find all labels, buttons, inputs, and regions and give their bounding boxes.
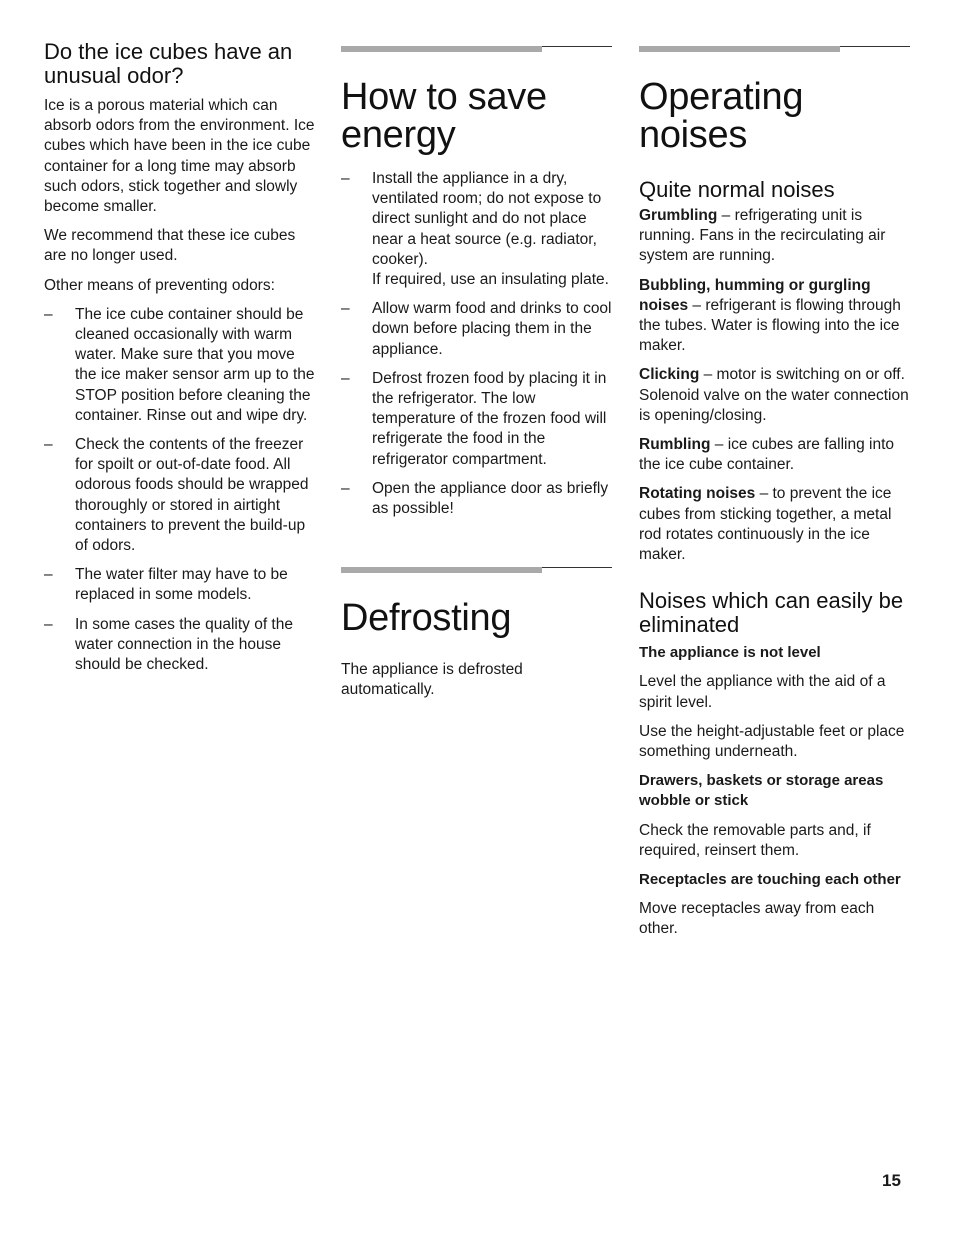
problem-subheading: Drawers, baskets or storage areas wobble or stick bbox=[639, 772, 884, 810]
energy-list-item: – Defrost frozen food by placing it in the refrigerator. The low temperature of the frozen food will refrigerate the food in the refrigerator compartment. bbox=[341, 369, 612, 470]
remedy-text: Level the appliance with the aid of a spirit level. bbox=[639, 673, 886, 711]
problem-subheading: Receptacles are touching each other bbox=[639, 871, 901, 889]
remedy-text: Check the removable parts and, if required, reinsert them. bbox=[639, 821, 871, 859]
problem-subheading: The appliance is not level bbox=[639, 644, 821, 662]
odor-column bbox=[44, 40, 319, 675]
noise-entry bbox=[639, 484, 910, 565]
section-rule bbox=[639, 44, 910, 52]
energy-list-item bbox=[341, 169, 612, 290]
noise-term: Rumbling bbox=[639, 436, 711, 454]
noise-description: – refrigerating unit is running. Fans in the recirculating air system are running. bbox=[639, 207, 886, 265]
noise-entry bbox=[639, 206, 910, 267]
noise-description: – ice cubes are falling into the ice cube container. bbox=[639, 436, 894, 474]
odor-list-item: – The ice cube container should be cleaned occasionally with warm water. Make sure that you move the ice maker sensor arm up to the STOP position before cleaning the container. Rinse out and wipe dry. bbox=[44, 305, 319, 426]
normal-noises-heading: Quite normal noises bbox=[639, 177, 835, 202]
odor-list-item: – The water filter may have to be replaced in some models. bbox=[44, 565, 319, 605]
noise-term: Clicking bbox=[639, 366, 700, 384]
energy-item-1-note: If required, use an insulating plate. bbox=[372, 271, 609, 289]
odor-paragraph-2: We recommend that these ice cubes are no longer used. bbox=[44, 227, 296, 265]
energy-item-1-text: Install the appliance in a dry, ventilated room; do not expose to direct sunlight and do not place near a heat source (e.g. radiator, cooker). bbox=[372, 170, 602, 268]
energy-list-item: – Allow warm food and drinks to cool down before placing them in the appliance. bbox=[341, 299, 612, 360]
noises-column bbox=[639, 44, 910, 940]
page-number: 15 bbox=[882, 1171, 901, 1190]
section-rule bbox=[341, 44, 612, 52]
noise-entry bbox=[639, 435, 910, 475]
energy-list bbox=[341, 169, 612, 519]
odor-list-item: – In some cases the quality of the water connection in the house should be checked. bbox=[44, 615, 319, 676]
noise-term: Bubbling, humming or gurgling noises bbox=[639, 276, 871, 314]
energy-title: How to save energy bbox=[341, 76, 547, 156]
odor-paragraph-3: Other means of preventing odors: bbox=[44, 276, 275, 294]
energy-list-item: – Open the appliance door as briefly as possible! bbox=[341, 479, 612, 519]
noises-title: Operating noises bbox=[639, 76, 804, 156]
energy-column bbox=[341, 44, 612, 701]
defrost-text: The appliance is defrosted automatically. bbox=[341, 661, 523, 699]
noise-entry bbox=[639, 365, 910, 426]
section-rule bbox=[341, 565, 612, 573]
odor-heading: Do the ice cubes have an unusual odor? bbox=[44, 39, 293, 88]
odor-list-item: – Check the contents of the freezer for spoilt or out-of-date food. All odorous foods should be wrapped thoroughly or stored in airtight containers to prevent the build-up of odors. bbox=[44, 435, 319, 556]
remedy-text: Move receptacles away from each other. bbox=[639, 900, 875, 938]
noise-description: – motor is switching on or off. Solenoid valve on the water connection is opening/closing. bbox=[639, 366, 909, 424]
defrost-title: Defrosting bbox=[341, 597, 512, 640]
noise-entry bbox=[639, 276, 910, 357]
odor-paragraph-1: Ice is a porous material which can absorb odors from the environment. Ice cubes which have been in the ice cube container for a long time may absorb such odors, stick together and slowly become smaller. bbox=[44, 97, 315, 216]
remedy-text: Use the height-adjustable feet or place something underneath. bbox=[639, 722, 905, 761]
noise-term: Grumbling bbox=[639, 207, 718, 224]
noise-term: Rotating noises bbox=[639, 485, 756, 503]
odor-list bbox=[44, 305, 319, 675]
noise-description: – to prevent the ice cubes from sticking together, a metal rod rotates continuously in the ice maker. bbox=[639, 485, 892, 564]
noise-description: – refrigerant is flowing through the tubes. Water is flowing into the ice maker. bbox=[639, 296, 901, 355]
eliminable-noises-heading: Noises which can easily be eliminated bbox=[639, 588, 904, 638]
